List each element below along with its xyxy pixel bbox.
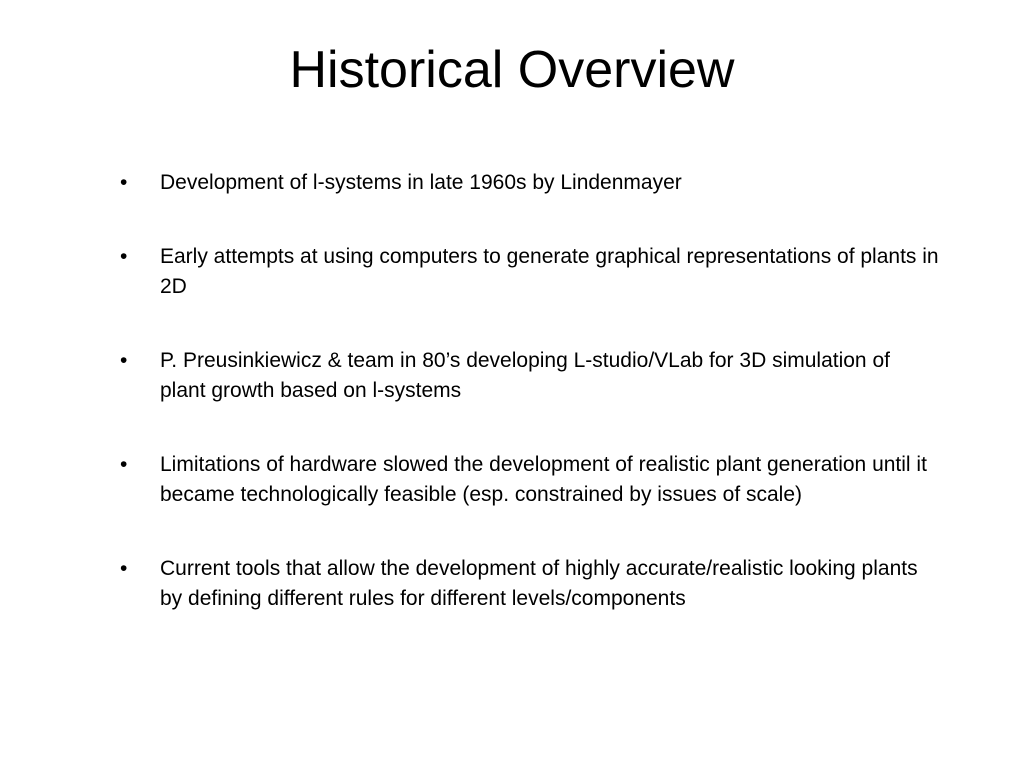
bullet-icon: • — [120, 349, 128, 372]
bullet-icon: • — [120, 171, 128, 194]
bullet-icon: • — [120, 245, 128, 268]
bullet-text: P. Preusinkiewicz & team in 80’s developing L-studio/VLab for 3D simulation of plant growth based on l-systems — [160, 349, 890, 402]
bullet-item — [120, 450, 940, 510]
bullet-text: Current tools that allow the development of highly accurate/realistic looking plants by defining different rules for different levels/components — [160, 557, 918, 610]
bullet-list — [120, 168, 940, 658]
bullet-text: Development of l-systems in late 1960s by Lindenmayer — [160, 171, 682, 194]
bullet-item — [120, 242, 940, 302]
slide-title: Historical Overview — [289, 41, 735, 99]
bullet-text: Limitations of hardware slowed the development of realistic plant generation until it became technologically feasible (esp. constrained by issues of scale) — [160, 453, 927, 506]
bullet-icon: • — [120, 557, 128, 580]
bullet-item — [120, 168, 940, 198]
bullet-item — [120, 346, 940, 406]
bullet-icon: • — [120, 453, 128, 476]
bullet-item — [120, 554, 940, 614]
bullet-text: Early attempts at using computers to generate graphical representations of plants in 2D — [160, 245, 939, 298]
